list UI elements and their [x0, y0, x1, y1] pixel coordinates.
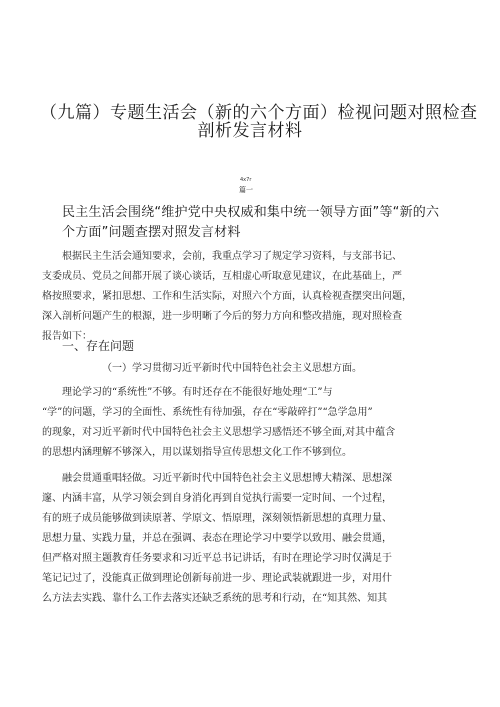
paragraph-line: 理论学习的“系统性”不够。有时还存在不能很好地处理“工”与	[62, 387, 333, 398]
intro-line: 深入剖析问题产生的根源，进一步明晰了今后的努力方向和整改措施，现对照检查	[42, 311, 402, 322]
subsection-heading: （一）学习贯彻习近平新时代中国特色社会主义思想方面。	[102, 363, 362, 374]
subtitle-line-2: 个方面”问题查摆对照发言材料	[62, 225, 241, 240]
intro-line: 根据民主生活会通知要求，会前，我重点学习了规定学习资料，与支部书记、	[62, 251, 402, 262]
paragraph-line: 的思想内涵理解不够深入，用以谋划指导宣传思想文化工作不够到位。	[42, 447, 352, 458]
paragraph-line: 融会贯通重唱轻做。习近平新时代中国特色社会主义思想博大精深、思想深	[62, 473, 392, 484]
document-title-line-1: （九篇）专题生活会（新的六个方面）检视问题对照检查	[40, 103, 478, 123]
paragraph-line: 笔记记过了，没能真正做到理论创新每前进一步、理论武装就跟进一步，对用什	[42, 573, 392, 584]
section-mark: 篇一	[239, 186, 253, 194]
paragraph-line: “学”的问题，学习的全面性、系统性有待加强，存在“零敲碎打”“急学急用”	[42, 407, 373, 418]
paragraph-line: 邃、内涵丰富，从学习领会到自身消化再到自觉执行需要一定时间、一个过程，	[42, 493, 392, 504]
intro-line: 格按照要求，紧扣思想、工作和生活实际，对照六个方面，认真检视查摆突出问题，	[42, 291, 412, 302]
small-mark: 4x7r	[240, 177, 252, 183]
paragraph-line: 但严格对照主题教育任务要求和习近平总书记讲话，有时在理论学习时仅满足于	[42, 553, 392, 564]
subtitle-line-1: 民主生活会围绕“维护党中央权威和集中统一领导方面”等“新的六	[62, 205, 440, 220]
paragraph-line: 有的班子成员能够做到读原著、学原文、悟原理，深刻领悟新思想的真理力量、	[42, 513, 392, 524]
paragraph-line: 的现象，对习近平新时代中国特色社会主义思想学习感悟还不够全面,对其中蕴含	[42, 427, 396, 438]
paragraph-line: 思想力量、实践力量，并总在强调、表态在理论学习中要学以致用、融会贯通，	[42, 533, 392, 544]
document-title-line-2: 剖析发言材料	[197, 121, 303, 141]
intro-line: 支委成员、党员之间都开展了谈心谈话，互相虚心听取意见建议，在此基础上，严	[42, 271, 402, 282]
intro-line: 报告如下：	[42, 331, 92, 342]
paragraph-line: 么方法去实践、靠什么工作去落实还缺乏系统的思考和行动，在“知其然、知其	[42, 593, 388, 604]
section-heading: 一、存在问题	[62, 339, 135, 353]
